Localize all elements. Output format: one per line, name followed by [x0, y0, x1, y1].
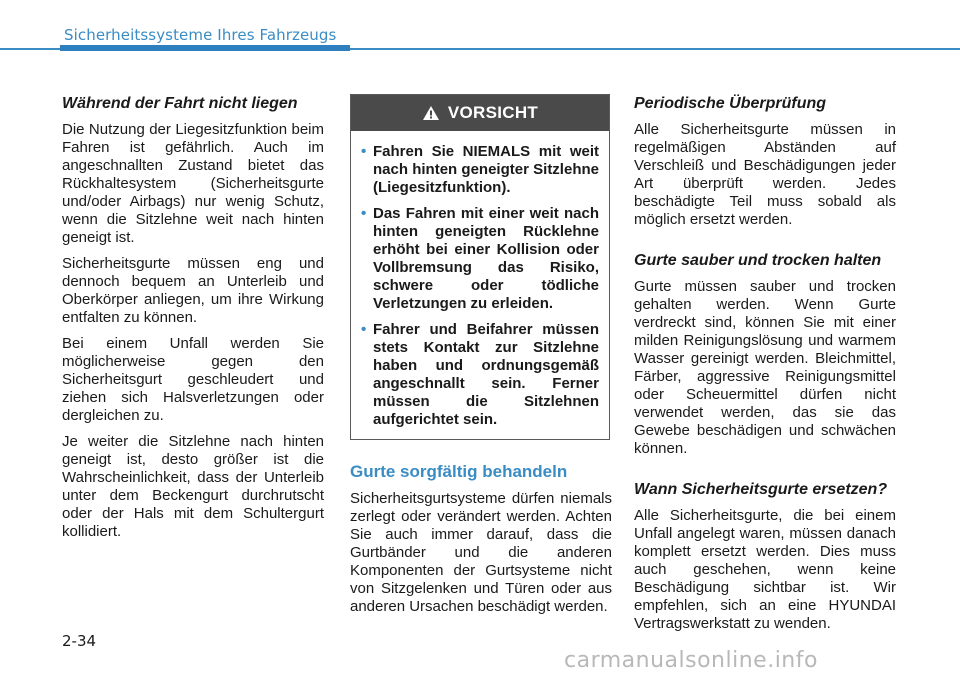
subheading-inspection: Periodische Überprüfung — [634, 95, 827, 112]
caution-item — [361, 205, 599, 313]
subheading-reclining: Während der Fahrt nicht liegen — [62, 95, 298, 112]
warning-triangle-icon — [422, 105, 440, 121]
bullet-icon: • — [361, 321, 367, 338]
caution-header — [351, 95, 609, 131]
paragraph: Bei einem Unfall werden Sie möglicherweise gegen den Sicherheitsgurt geschleudert und ziehen sich Halsverletzungen oder dergleichen zu. — [62, 335, 324, 424]
section-title-belt-care: Gurte sorgfältig behandeln — [350, 462, 568, 481]
paragraph: Die Nutzung der Liegesitzfunktion beim Fahren ist gefährlich. Auch im angeschnallten Zustand bietet das Rückhaltesystem (Sicherheitsgurte und/oder Airbags) nur wenig Schutz, wenn die Sitzlehne weit nach hinten geneigt ist. — [62, 121, 324, 246]
column-middle — [350, 94, 612, 624]
subheading-clean-dry: Gurte sauber und trocken halten — [634, 252, 882, 269]
caution-label: VORSICHT — [447, 103, 539, 122]
paragraph: Alle Sicherheitsgurte, die bei einem Unfall angelegt waren, müssen danach komplett ersetzt werden. Dies muss auch geschehen, wenn keine Beschädigung sichtbar ist. Wir empfehlen, sich an eine HYUNDAI Vertragswerkstatt zu wenden. — [634, 507, 896, 632]
paragraph: Je weiter die Sitzlehne nach hinten geneigt ist, desto größer ist die Wahrscheinlichkeit, dass der Unterleib unter dem Beckengurt durchrutscht oder der Hals mit dem Schultergurt kollidiert. — [62, 433, 324, 540]
bullet-icon: • — [361, 205, 367, 222]
watermark: carmanualsonline.info — [564, 648, 818, 673]
paragraph: Gurte müssen sauber und trocken gehalten werden. Wenn Gurte verdreckt sind, können Sie mit einer milden Reinigungslösung und warmem Wasser gereinigt werden. Bleichmittel, Färber, aggressive Reinigungsmittel oder Scheuermittel dürfen nicht verwendet werden, das sie das Gewebe beschädigen und schwächen können. — [634, 278, 896, 457]
column-right — [634, 94, 896, 641]
column-left — [62, 94, 324, 549]
subheading-replace: Wann Sicherheitsgurte ersetzen? — [634, 481, 888, 498]
caution-body — [351, 131, 609, 439]
caution-item-text: Fahren Sie NIEMALS mit weit nach hinten geneigter Sitzlehne (Liegesitzfunktion). — [373, 143, 599, 196]
caution-box — [350, 94, 610, 440]
page-header-title: Sicherheitssysteme Ihres Fahrzeugs — [64, 26, 337, 44]
paragraph: Sicherheitsgurte müssen eng und dennoch bequem an Unterleib und Oberkörper anliegen, um ihre Wirkung entfalten zu können. — [62, 255, 324, 326]
paragraph: Alle Sicherheitsgurte müssen in regelmäßigen Abständen auf Verschleiß und Beschädigungen jeder Art überprüft werden. Jedes beschädigte Teil muss sobald als möglich ersetzt werden. — [634, 121, 896, 228]
header-accent-bar — [60, 45, 350, 51]
caution-item — [361, 321, 599, 429]
page-number: 2-34 — [62, 632, 97, 650]
bullet-icon: • — [361, 143, 367, 160]
caution-item-text: Das Fahren mit einer weit nach hinten geneigten Rücklehne erhöht bei einer Kollision oder Vollbremsung das Risiko, schwere oder tödliche Verletzungen zu erleiden. — [373, 205, 599, 312]
caution-item-text: Fahrer und Beifahrer müssen stets Kontakt zur Sitzlehne haben und ordnungsgemäß angeschnallt sein. Ferner müssen die Sitzlehnen aufgerichtet sein. — [373, 321, 599, 428]
paragraph: Sicherheitsgurtsysteme dürfen niemals zerlegt oder verändert werden. Achten Sie auch immer darauf, dass die Gurtbänder und die anderen Komponenten der Gurtsysteme nicht von Sitzgelenken und Türen oder aus anderen Ursachen beschädigt werden. — [350, 490, 612, 615]
caution-item — [361, 143, 599, 197]
